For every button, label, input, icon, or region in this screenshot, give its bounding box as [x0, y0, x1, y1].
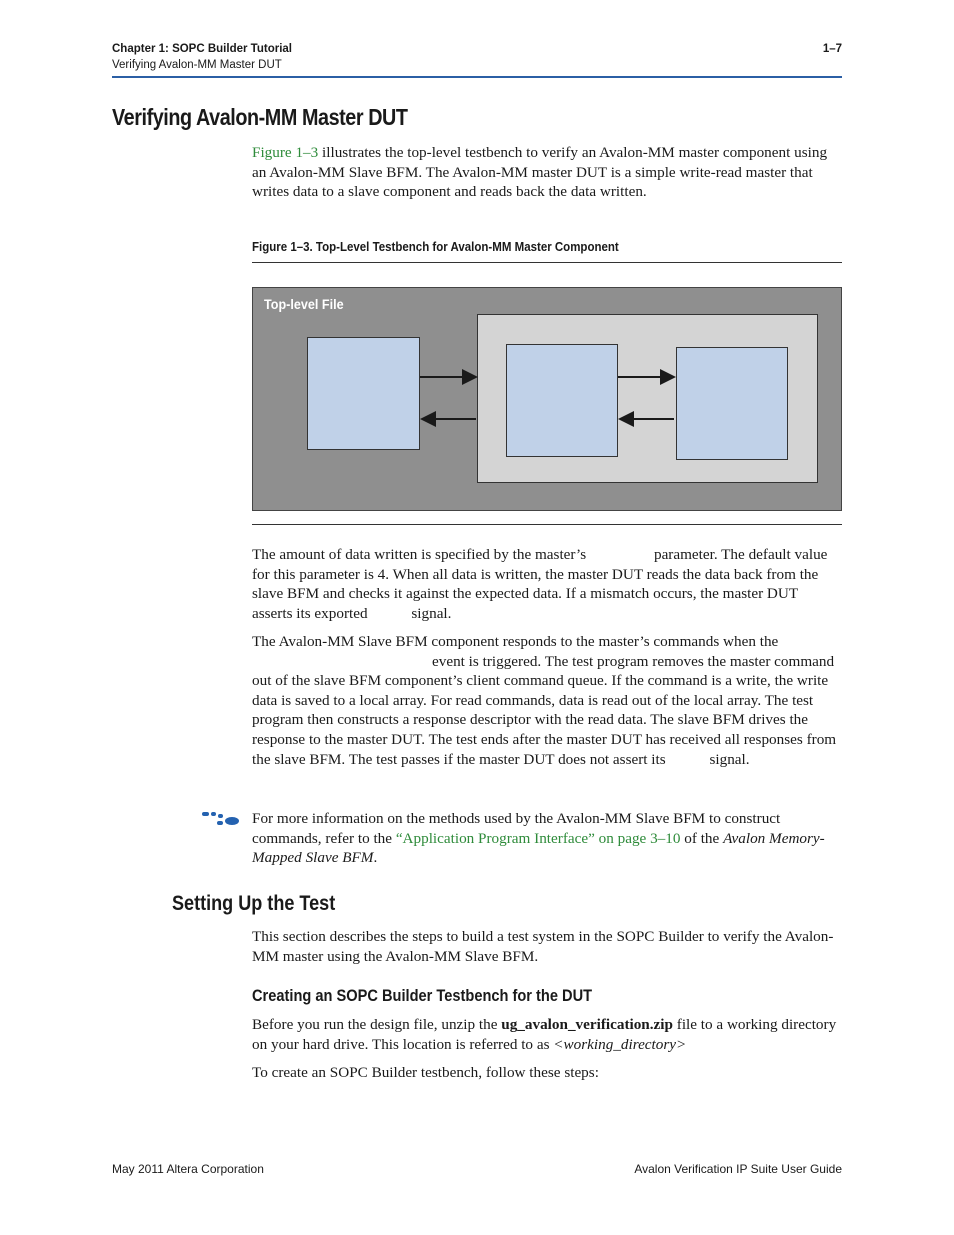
- unzip-text-b: file to a working directory on your hard drive. This location is referred to as: [252, 1016, 837, 1053]
- footer-date-company: May 2011 Altera Corporation: [112, 1162, 264, 1176]
- unzip-paragraph: [252, 1015, 842, 1054]
- header-rule: [112, 76, 842, 78]
- footprints-icon: [200, 810, 242, 828]
- data-amount-paragraph: [252, 545, 842, 623]
- setup-paragraph: This section describes the steps to build a test system in the SOPC Builder to verify the Avalon-MM master using the Avalon-MM Slave BFM.: [252, 928, 834, 965]
- para2-text-b: event is triggered. The test program removes the master command out of the slave BFM component’s client command queue. If the command is a write, the write data is saved to a local array. For read commands, data is read out of the local array. The test program then constructs a response descriptor with the read data. The slave BFM drives the response to the master DUT. The test ends after the master DUT has received all responses from the slave BFM. The test passes if the master DUT does not assert its: [252, 652, 837, 768]
- note-text-a: For more information on the methods used by the Avalon-MM Slave BFM to construct commands, refer to the: [252, 810, 781, 847]
- running-header-chapter: Chapter 1: SOPC Builder Tutorial: [112, 43, 292, 55]
- doc-title: Avalon Memory-Mapped Slave BFM: [252, 829, 825, 867]
- running-header-section: Verifying Avalon-MM Master DUT: [112, 59, 282, 71]
- figure-rule-top: [252, 262, 842, 263]
- intro-text: illustrates the top-level testbench to verify an Avalon-MM master component using an Avalon-MM Slave BFM. The Avalon-MM master DUT is a simple write-read master that writes data to a slave component and reads back the data written.: [252, 144, 828, 201]
- figure-link[interactable]: Figure 1–3: [252, 144, 319, 161]
- api-link[interactable]: “Application Program Interface” on page 3–10: [395, 829, 681, 847]
- section-title: Verifying Avalon-MM Master DUT: [112, 104, 408, 130]
- figure-rule-bottom: [252, 524, 842, 525]
- top-level-file-label: Top-level File: [264, 296, 344, 312]
- unzip-text-a: Before you run the design file, unzip the: [252, 1016, 502, 1033]
- para1-text-b: parameter. The default value for this parameter is 4. When all data is written, the master DUT reads the data back from the slave BFM and checks it against the expected data. If a mismatch occurs, the master DUT asserts its exported: [252, 546, 828, 622]
- creating-heading: Creating an SOPC Builder Testbench for the DUT: [252, 986, 593, 1005]
- steps-intro: To create an SOPC Builder testbench, follow these steps:: [252, 1064, 599, 1081]
- working-directory: <working_directory>: [553, 1035, 687, 1053]
- reference-note: [252, 809, 842, 868]
- intro-paragraph: [252, 143, 842, 202]
- note-text-c: .: [373, 849, 378, 867]
- para2-text-c: signal.: [709, 750, 750, 768]
- slave-bfm-paragraph: [252, 632, 842, 769]
- para1-text-a: The amount of data written is specified by the master’s: [252, 546, 590, 563]
- para2-text-a: The Avalon-MM Slave BFM component responds to the master’s commands when the: [252, 633, 779, 650]
- para1-text-c: signal.: [411, 604, 452, 622]
- figure-arrows: [252, 287, 842, 511]
- page-number: 1–7: [822, 43, 842, 55]
- zip-filename: ug_avalon_verification.zip: [501, 1016, 673, 1033]
- setup-heading: Setting Up the Test: [172, 892, 336, 915]
- footer-guide-title: Avalon Verification IP Suite User Guide: [634, 1162, 842, 1176]
- note-text-b: of the: [680, 829, 724, 847]
- figure-caption: Figure 1–3. Top-Level Testbench for Avalon-MM Master Component: [252, 240, 619, 254]
